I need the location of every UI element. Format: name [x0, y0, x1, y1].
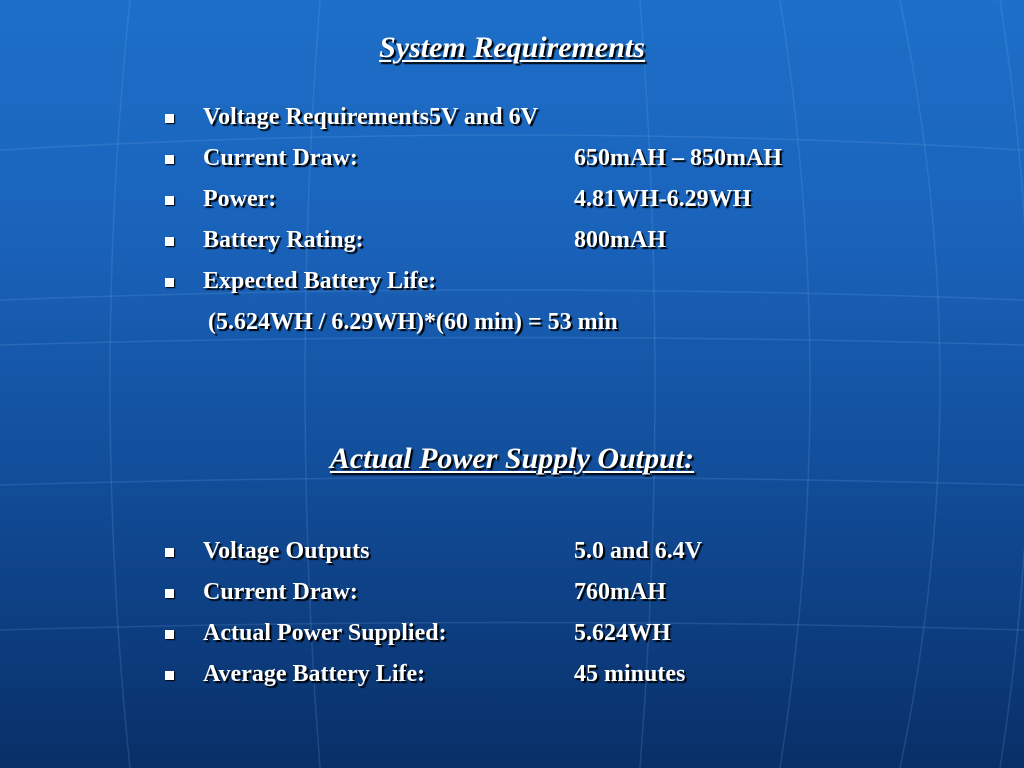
square-bullet-icon: [165, 548, 174, 557]
item-label: Voltage Outputs: [203, 538, 370, 564]
item-label: Average Battery Life:: [203, 661, 426, 687]
item-value: 4.81WH-6.29WH: [574, 186, 752, 212]
item-value: 650mAH – 850mAH: [574, 145, 782, 171]
square-bullet-icon: [165, 155, 174, 164]
item-label: Power:: [203, 186, 277, 212]
item-value: 800mAH: [574, 227, 666, 253]
item-label: Voltage Requirements5V and 6V: [203, 104, 538, 130]
battery-life-calculation: (5.624WH / 6.29WH)*(60 min) = 53 min: [208, 309, 618, 335]
item-value: 45 minutes: [574, 661, 686, 687]
item-label: Battery Rating:: [203, 227, 364, 253]
item-label: Actual Power Supplied:: [203, 620, 447, 646]
square-bullet-icon: [165, 237, 174, 246]
square-bullet-icon: [165, 196, 174, 205]
item-value: 5.624WH: [574, 620, 671, 646]
item-label: Expected Battery Life:: [203, 268, 437, 294]
item-label: Current Draw:: [203, 145, 358, 171]
item-label: Current Draw:: [203, 579, 358, 605]
square-bullet-icon: [165, 630, 174, 639]
square-bullet-icon: [165, 278, 174, 287]
square-bullet-icon: [165, 671, 174, 680]
actual-power-supply-output-title: Actual Power Supply Output:: [329, 442, 695, 475]
system-requirements-title: System Requirements: [379, 31, 645, 64]
item-value: 5.0 and 6.4V: [574, 538, 703, 564]
square-bullet-icon: [165, 589, 174, 598]
item-value: 760mAH: [574, 579, 666, 605]
square-bullet-icon: [165, 114, 174, 123]
